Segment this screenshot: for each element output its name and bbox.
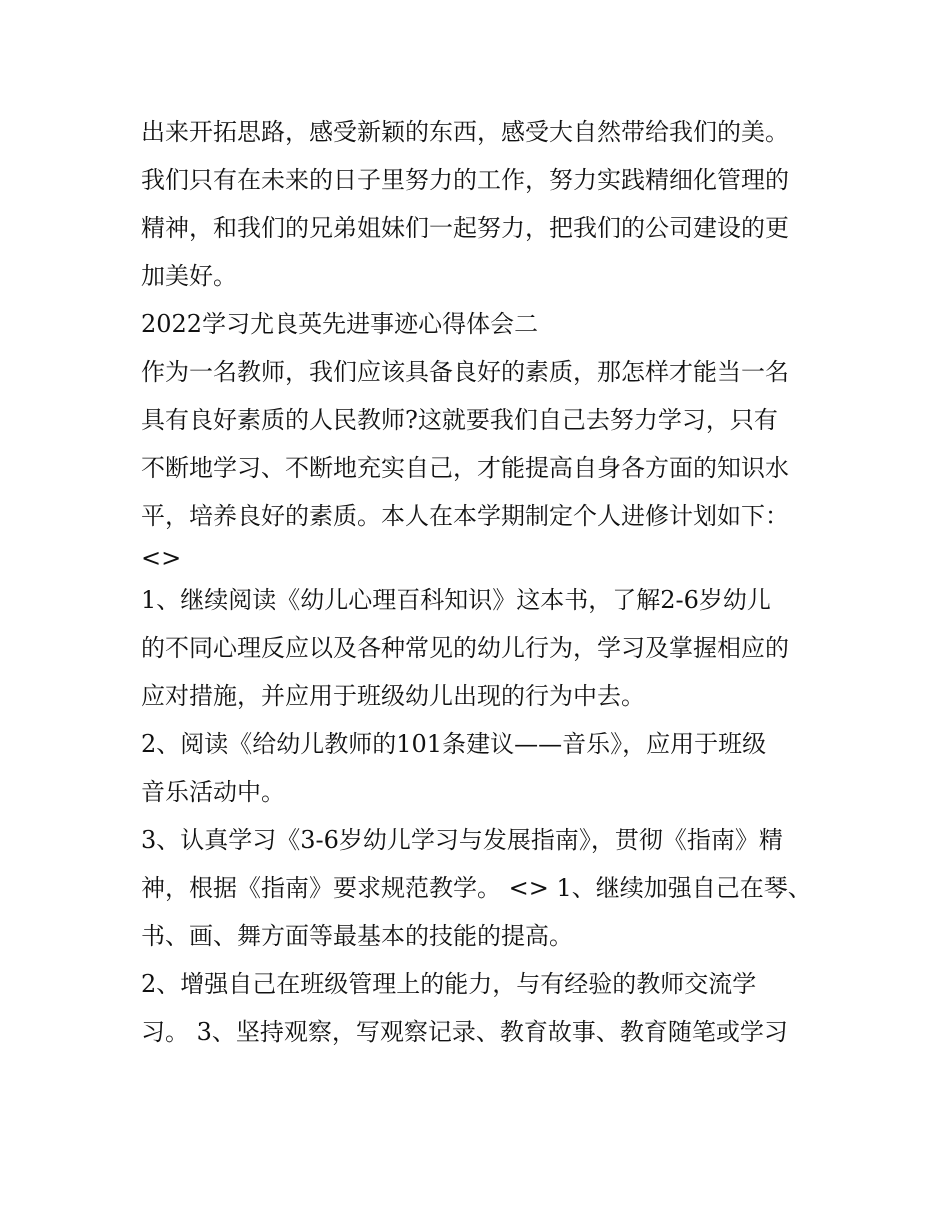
- text-line: 精神，和我们的兄弟姐妹们一起努力，把我们的公司建设的更: [141, 214, 789, 242]
- text-line: 的不同心理反应以及各种常见的幼儿行为，学习及掌握相应的: [141, 634, 789, 662]
- text-line: 3、认真学习《3-6岁幼儿学习与发展指南》，贯彻《指南》精: [141, 826, 783, 854]
- text-line: 具有良好素质的人民教师?这就要我们自己去努力学习，只有: [141, 406, 778, 434]
- text-line: 音乐活动中。: [141, 778, 285, 806]
- text-line: <>: [141, 544, 182, 572]
- text-line: 不断地学习、不断地充实自己，才能提高自身各方面的知识水: [141, 454, 789, 482]
- text-line: 加美好。: [141, 262, 237, 290]
- section-heading: 2022学习尤良英先进事迹心得体会二: [141, 310, 539, 338]
- text-line: 1、继续阅读《幼儿心理百科知识》这本书，了解2-6岁幼儿: [141, 586, 771, 614]
- text-line: 书、画、舞方面等最基本的技能的提高。: [141, 922, 573, 950]
- text-line: 平，培养良好的素质。本人在本学期制定个人进修计划如下：: [141, 502, 789, 530]
- text-line: 应对措施，并应用于班级幼儿出现的行为中去。: [141, 682, 645, 710]
- text-line: 我们只有在未来的日子里努力的工作，努力实践精细化管理的: [141, 166, 789, 194]
- text-line: 2、增强自己在班级管理上的能力，与有经验的教师交流学: [141, 970, 757, 998]
- text-line: 2、阅读《给幼儿教师的101条建议——音乐》，应用于班级: [141, 730, 767, 758]
- text-line: 作为一名教师，我们应该具备良好的素质，那怎样才能当一名: [141, 358, 789, 386]
- text-line: 出来开拓思路，感受新颖的东西，感受大自然带给我们的美。: [141, 118, 789, 146]
- document-body: [141, 108, 821, 1056]
- text-line: 神，根据《指南》要求规范教学。 <> 1、继续加强自己在琴、: [141, 874, 812, 902]
- text-line: 习。 3、坚持观察，写观察记录、教育故事、教育随笔或学习: [141, 1018, 788, 1046]
